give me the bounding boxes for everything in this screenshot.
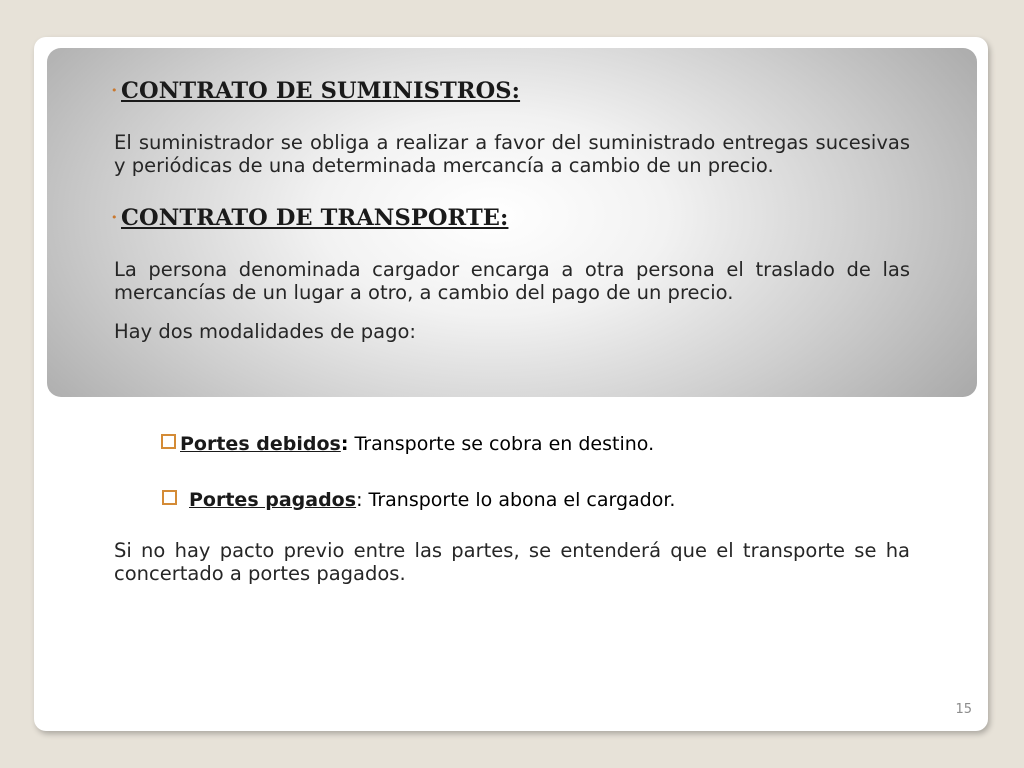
page-number: 15 [955,702,972,717]
item-description: Transporte se cobra en destino. [348,433,655,455]
slide-content [111,76,910,343]
list-item-portes-debidos [161,432,654,456]
section-suministros-heading [111,76,910,108]
bullet-dot-icon: • [111,84,118,97]
closing-block [114,539,910,585]
section-title: CONTRATO DE TRANSPORTE: [121,205,509,231]
payment-modes-intro: Hay dos modalidades de pago: [114,320,416,343]
section-transporte-heading [111,203,910,235]
item-description: Transporte lo abona el cargador. [362,489,676,511]
suministros-description: El suministrador se obliga a realizar a favor del suministrado entregas sucesivas y periódicas de una determinada mercancía a cambio de un precio. [114,131,910,177]
item-term: Portes debidos [180,433,341,455]
checkbox-bullet-icon [162,490,177,505]
section-title: CONTRATO DE SUMINISTROS: [121,78,521,104]
checkbox-bullet-icon [161,434,176,449]
item-term: Portes pagados [189,489,357,511]
closing-note: Si no hay pacto previo entre las partes, se entenderá que el transporte se ha concertado a portes pagados. [114,539,910,585]
list-item-portes-pagados [162,488,675,512]
bullet-dot-icon: • [111,211,118,224]
item-separator: : [340,433,349,455]
item-separator: : [356,489,363,511]
transporte-description: La persona denominada cargador encarga a otra persona el traslado de las mercancías de un lugar a otro, a cambio del pago de un precio. [114,258,910,304]
